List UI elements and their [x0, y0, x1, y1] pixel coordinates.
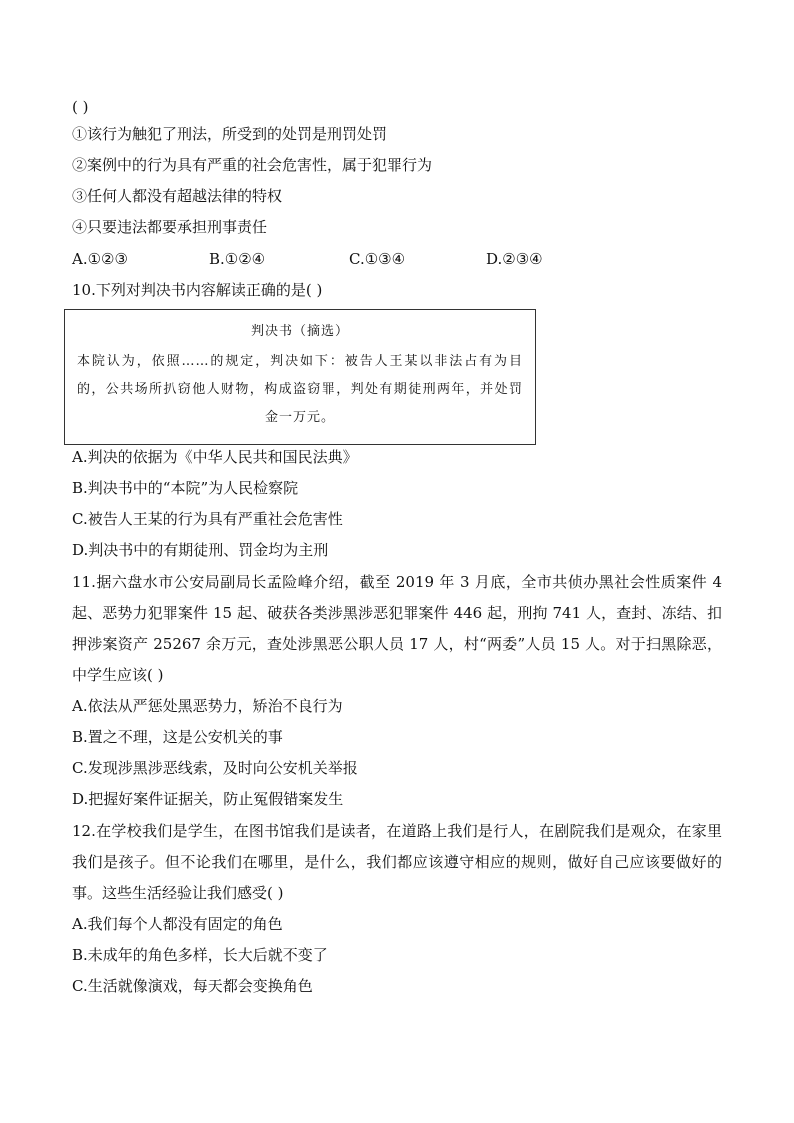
- q9-option-c: C.①③④: [349, 250, 406, 268]
- judgment-excerpt-box: [64, 309, 536, 445]
- q9-paren: ( ): [72, 98, 89, 116]
- q10-stem: 10.下列对判决书内容解读正确的是( ): [72, 281, 323, 299]
- q11-option-c: C.发现涉黑涉恶线索，及时向公安机关举报: [72, 759, 358, 777]
- q12-option-c: C.生活就像演戏，每天都会变换角色: [72, 977, 313, 995]
- q10-option-a: A.判决的依据为《中华人民共和国民法典》: [72, 448, 358, 466]
- q9-item-1: ①该行为触犯了刑法，所受到的处罚是刑罚处罚: [72, 125, 388, 143]
- q11-option-a: A.依法从严惩处黑恶势力，矫治不良行为: [72, 697, 343, 715]
- q9-item-3: ③任何人都没有超越法律的特权: [72, 187, 283, 205]
- q12-option-a: A.我们每个人都没有固定的角色: [72, 915, 283, 933]
- judgment-excerpt-title: 判决书（摘选）: [250, 324, 349, 339]
- q10-option-b: B.判决书中的“本院”为人民检察院: [72, 479, 299, 497]
- judgment-excerpt-text: 本院认为，依照……的规定，判决如下：被告人王某以非法占有为目的，公共场所扒窃他人财物，构成盗窃罪，判处有期徒刑两年，并处罚金一万元。: [77, 354, 523, 425]
- q9-option-d: D.②③④: [486, 250, 543, 268]
- q12-option-b: B.未成年的角色多样，长大后就不变了: [72, 946, 328, 964]
- q9-option-b: B.①②④: [209, 250, 266, 268]
- q9-item-4: ④只要违法都要承担刑事责任: [72, 218, 268, 236]
- q9-option-a: A.①②③: [72, 250, 128, 268]
- q11-option-d: D.把握好案件证据关，防止冤假错案发生: [72, 790, 344, 808]
- q10-option-c: C.被告人王某的行为具有严重社会危害性: [72, 510, 343, 528]
- q11-option-b: B.置之不理，这是公安机关的事: [72, 728, 283, 746]
- q12-stem: 12.在学校我们是学生，在图书馆我们是读者，在道路上我们是行人，在剧院我们是观众，在家里我们是孩子。但不论我们在哪里，是什么，我们都应该遵守相应的规则，做好自己应该要做好的事。这些生活经验让我们感受( ): [72, 822, 722, 902]
- q9-item-2: ②案例中的行为具有严重的社会危害性，属于犯罪行为: [72, 156, 433, 174]
- q9-options: [72, 249, 712, 269]
- q10-option-d: D.判决书中的有期徒刑、罚金均为主刑: [72, 541, 329, 559]
- q11-stem: 11.据六盘水市公安局副局长孟险峰介绍，截至 2019 年 3 月底，全市共侦办黑社会性质案件 4 起、恶势力犯罪案件 15 起、破获各类涉黑涉恶犯罪案件 446 起，刑拘 741 人，查封、冻结、扣押涉案资产 25267 余万元，查处涉黑恶公职人员 17 人，村“两委”人员 15 人。对于扫黑除恶，中学生应该( ): [72, 573, 722, 684]
